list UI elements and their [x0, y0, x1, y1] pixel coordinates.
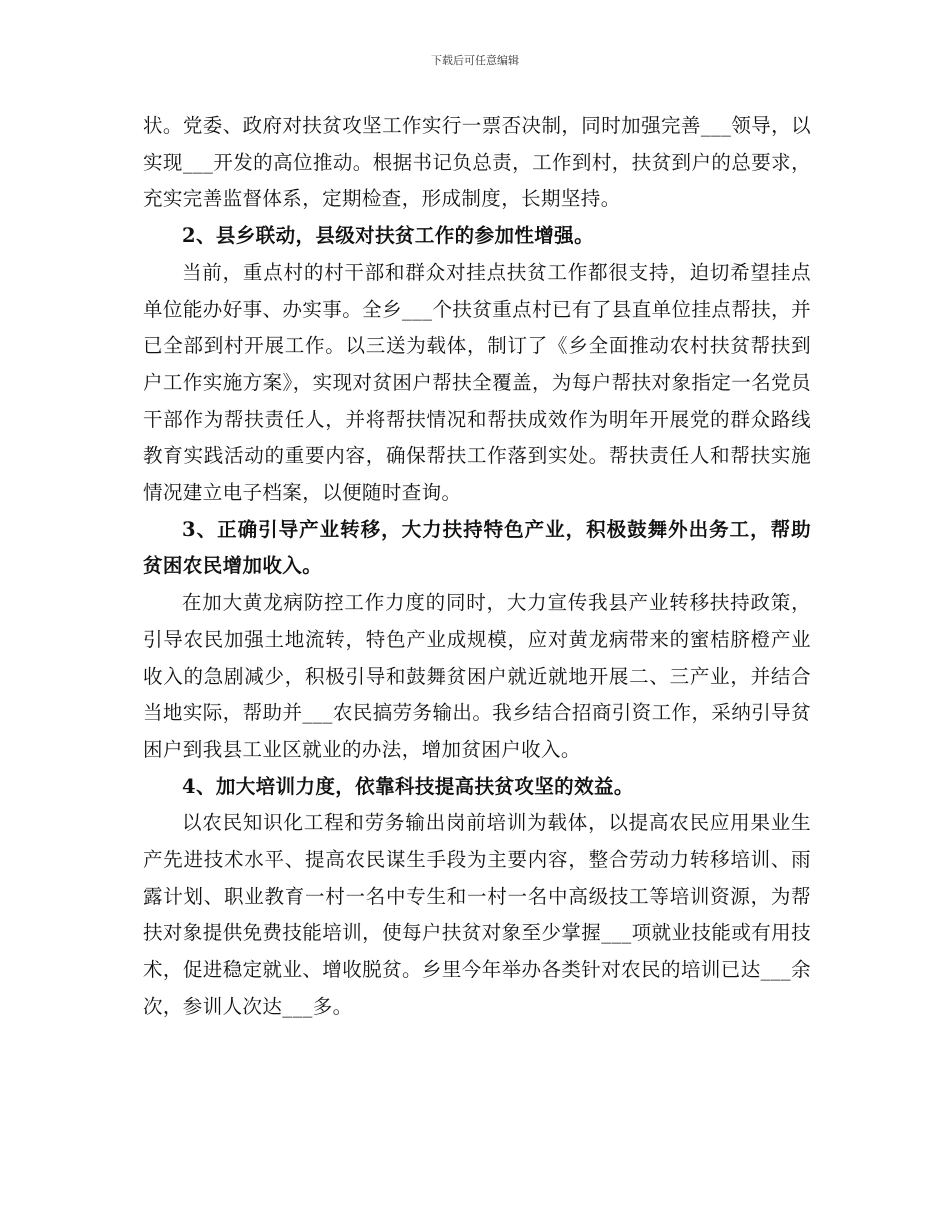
- section-heading-4: 4、加大培训力度，依靠科技提高扶贫攻坚的效益。: [182, 774, 634, 798]
- section-heading-2: 2、县乡联动，县级对扶贫工作的参加性增强。: [182, 224, 594, 248]
- section-heading-3: 3、正确引导产业转移，大力扶持特色产业，积极鼓舞外出务工，帮助贫困农民增加收入。: [143, 517, 811, 578]
- document-body: [143, 108, 811, 1026]
- paragraph-section-3: 在加大黄龙病防控工作力度的同时，大力宣传我县产业转移扶持政策，引导农民加强土地流转，特色产业成规模，应对黄龙病带来的蜜桔脐橙产业收入的急剧减少，积极引导和鼓舞贫困户就近就地开展二、三产业，并结合当地实际，帮助并___农民搞劳务输出。我乡结合招商引资工作，采纳引导贫困户到我县工业区就业的办法，增加贫困户收入。: [143, 591, 811, 761]
- paragraph-continuation: 状。党委、政府对扶贫攻坚工作实行一票否决制，同时加强完善___领导，以实现___开发的高位推动。根据书记负总责，工作到村，扶贫到户的总要求，充实完善监督体系，定期检查，形成制度，长期坚持。: [143, 114, 811, 211]
- paragraph-section-2: 当前，重点村的村干部和群众对挂点扶贫工作都很支持，迫切希望挂点单位能办好事、办实事。全乡___个扶贫重点村已有了县直单位挂点帮扶，并已全部到村开展工作。以三送为载体，制订了《乡全面推动农村扶贫帮扶到户工作实施方案》，实现对贫困户帮扶全覆盖，为每户帮扶对象指定一名党员干部作为帮扶责任人，并将帮扶情况和帮扶成效作为明年开展党的群众路线教育实践活动的重要内容，确保帮扶工作落到实处。帮扶责任人和帮扶实施情况建立电子档案，以便随时查询。: [143, 260, 811, 505]
- page-header: 下载后可任意编辑: [431, 54, 519, 67]
- paragraph-section-4: 以农民知识化工程和劳务输出岗前培训为载体，以提高农民应用果业生产先进技术水平、提高农民谋生手段为主要内容，整合劳动力转移培训、雨露计划、职业教育一村一名中专生和一村一名中高级技工等培训资源，为帮扶对象提供免费技能培训，使每户扶贫对象至少掌握___项就业技能或有用技术，促进稳定就业、增收脱贫。乡里今年举办各类针对农民的培训已达___余次，参训人次达___多。: [143, 811, 811, 1018]
